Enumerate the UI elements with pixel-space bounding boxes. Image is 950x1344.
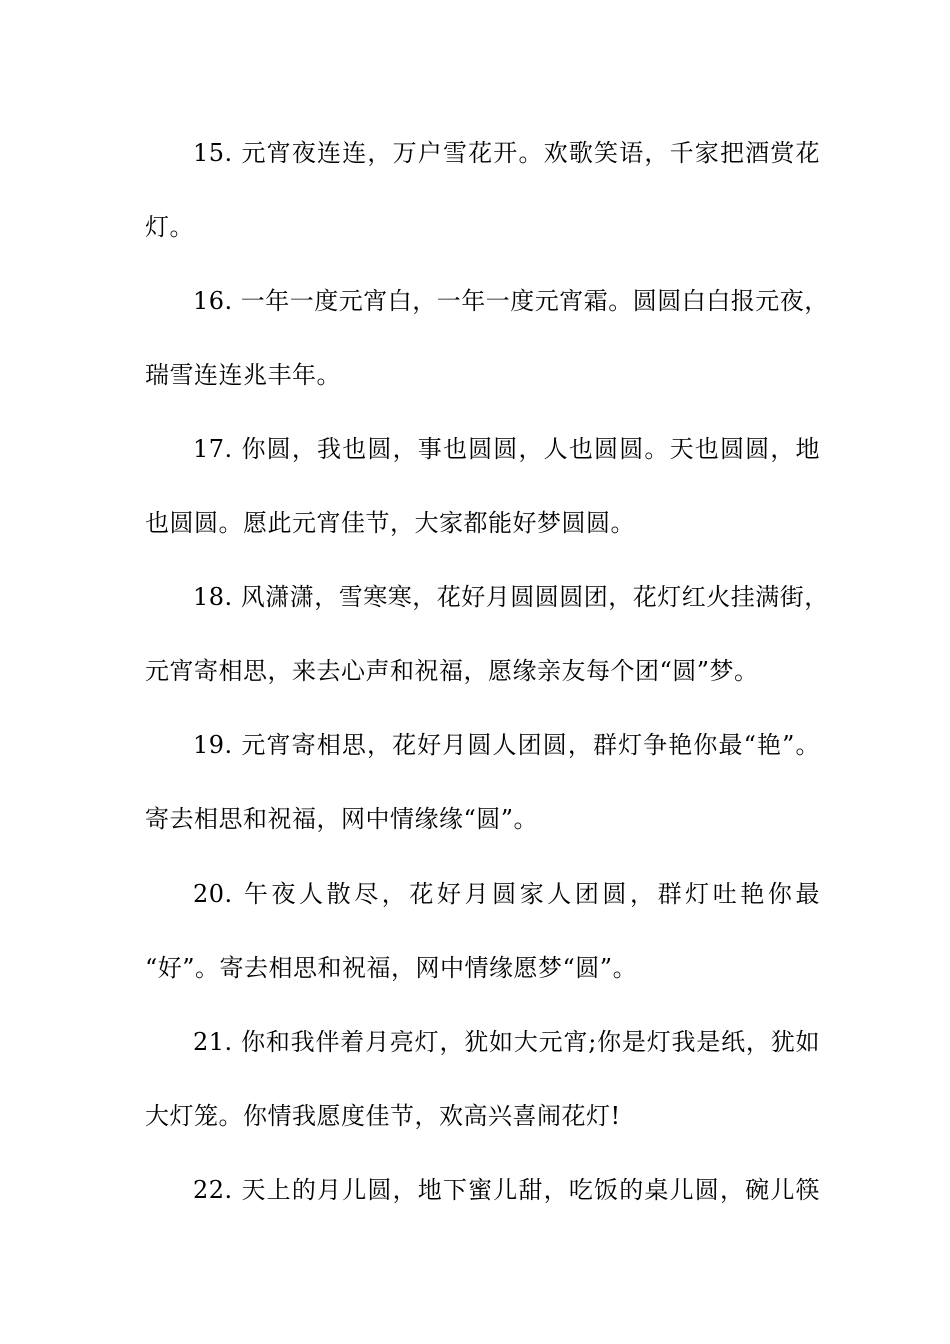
paragraph-21-line-1: 21. 你和我伴着月亮灯，犹如大元宵;你是灯我是纸，犹如	[193, 1028, 820, 1056]
paragraph-18-line-1: 18. 风潇潇，雪寒寒，花好月圆圆圆团，花灯红火挂满街，	[193, 583, 829, 611]
paragraph-17-line-2: 也圆圆。愿此元宵佳节，大家都能好梦圆圆。	[145, 509, 635, 537]
paragraph-17-line-1: 17. 你圆，我也圆，事也圆圆，人也圆圆。天也圆圆，地	[193, 435, 820, 463]
paragraph-15-line-2: 灯。	[145, 213, 194, 241]
paragraph-18-line-2: 元宵寄相思，来去心声和祝福，愿缘亲友每个团“圆”梦。	[145, 657, 759, 685]
paragraph-19-line-2: 寄去相思和祝福，网中情缘缘“圆”。	[145, 805, 539, 833]
paragraph-16-line-2: 瑞雪连连兆丰年。	[145, 361, 341, 389]
paragraph-20-line-1: 20. 午夜人散尽，花好月圆家人团圆，群灯吐艳你最	[193, 880, 820, 908]
paragraph-20-line-2: “好”。寄去相思和祝福，网中情缘愿梦“圆”。	[145, 954, 638, 982]
paragraph-21-line-2: 大灯笼。你情我愿度佳节，欢高兴喜闹花灯!	[145, 1102, 621, 1130]
paragraph-16-line-1: 16. 一年一度元宵白，一年一度元宵霜。圆圆白白报元夜，	[193, 287, 829, 315]
paragraph-19-line-1: 19. 元宵寄相思，花好月圆人团圆，群灯争艳你最“艳”。	[193, 731, 820, 759]
paragraph-15-line-1: 15. 元宵夜连连，万户雪花开。欢歌笑语，千家把酒赏花	[193, 139, 820, 167]
paragraph-22-line-1: 22. 天上的月儿圆，地下蜜儿甜，吃饭的桌儿圆，碗儿筷	[193, 1176, 820, 1204]
